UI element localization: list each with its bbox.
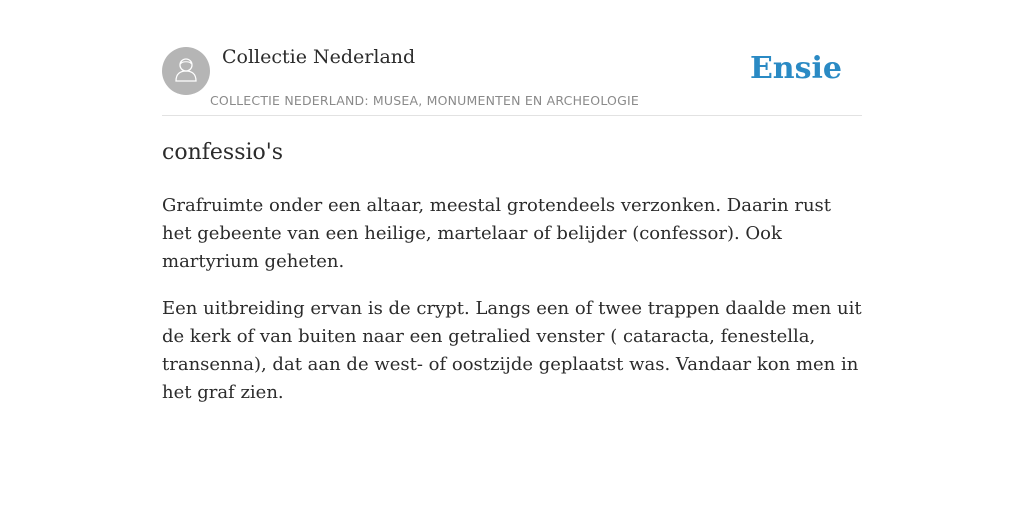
user-silhouette-icon [171, 54, 201, 89]
brand-logo-link[interactable]: Ensie [749, 51, 842, 86]
entry-term-title: confessio's [162, 140, 284, 165]
content-container [162, 0, 862, 403]
author-avatar[interactable] [162, 47, 210, 95]
entry-body [162, 192, 862, 426]
entry-header [162, 0, 862, 116]
source-label-link[interactable]: COLLECTIE NEDERLAND: MUSEA, MONUMENTEN EN ARCHEOLOGIE [210, 93, 639, 108]
author-name-link[interactable]: Collectie Nederland [222, 46, 416, 68]
entry-paragraph: Grafruimte onder een altaar, meestal grotendeels verzonken. Daarin rust het gebeente van een heilige, martelaar of belijder (confessor). Ook martyrium geheten. [162, 195, 832, 272]
entry-paragraph: Een uitbreiding ervan is de crypt. Langs een of twee trappen daalde men uit de kerk of van buiten naar een getralied venster ( cataracta, fenestella, transenna), dat aan de west- of oostzijde geplaatst was. Vandaar kon men in het graf zien. [162, 298, 862, 403]
